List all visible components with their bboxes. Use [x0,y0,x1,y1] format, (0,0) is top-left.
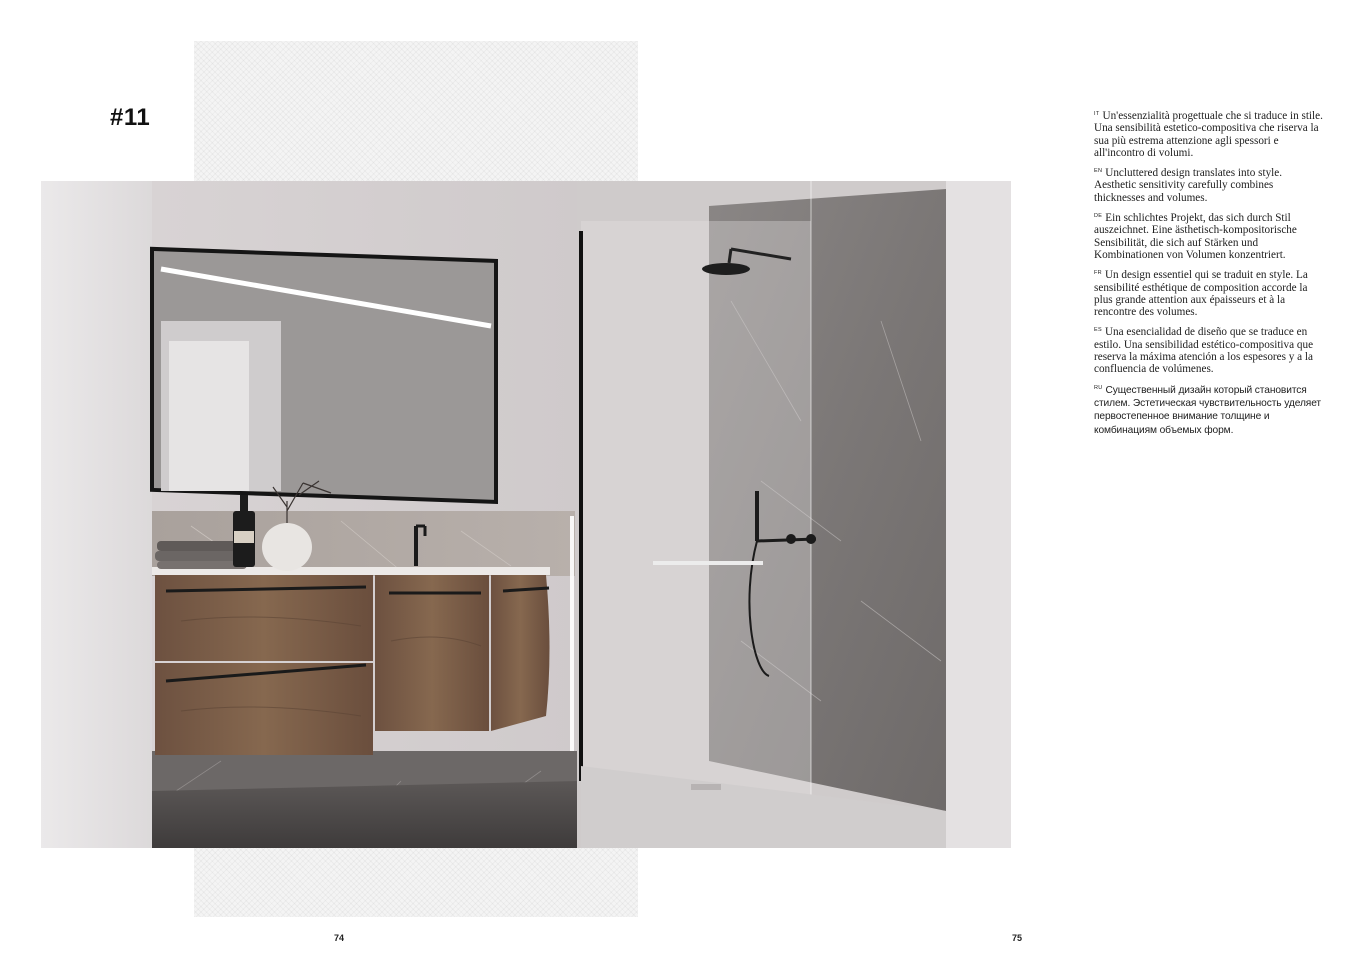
description-text-fr: Un design essentiel qui se traduit en style. La sensibilité esthétique de composition accorde la plus grande attention aux épaisseurs et à la rencontre des volumes. [1094,269,1308,319]
description-it [1094,108,1324,159]
project-description [1094,108,1324,443]
page-number-left: 74 [334,933,345,943]
lang-code-en: EN [1094,168,1103,175]
description-text-ru: Существенный дизайн который становится стилем. Эстетическая чувствительность уделяет первостепенное внимание толщине и комбинациям объемых форм. [1094,384,1322,436]
project-number: #11 [110,104,151,131]
bathroom-photo [41,181,1011,848]
description-en [1094,165,1324,204]
lang-code-ru: RU [1094,384,1103,391]
page-number-right: 75 [1012,933,1023,943]
description-text-en: Uncluttered design translates into style. Aesthetic sensitivity carefully combines thicknesses and volumes. [1094,167,1283,204]
description-fr [1094,267,1324,318]
lang-code-de: DE [1094,213,1103,220]
lang-code-es: ES [1094,327,1102,334]
description-text-it: Un'essenzialità progettuale che si traduce in stile. Una sensibilità estetico-compositiva che riserva la sua più estrema attenzione agli spessori e all'incontro di volumi. [1094,110,1323,159]
description-de [1094,210,1324,261]
description-es [1094,324,1324,375]
description-ru [1094,382,1324,437]
description-text-de: Ein schlichtes Projekt, das sich durch Stil auszeichnet. Eine ästhetisch-kompositorische Sensibilität, die sich auf Stärken und Kombinationen von Volumen konzentriert. [1094,212,1297,261]
description-text-es: Una esencialidad de diseño que se traduce en estilo. Una sensibilidad estético-compositiva que reserva la máxima atención a los espesores y a la confluencia de volúmenes. [1094,326,1314,376]
lang-code-it: IT [1094,111,1100,117]
lang-code-fr: FR [1094,270,1102,277]
